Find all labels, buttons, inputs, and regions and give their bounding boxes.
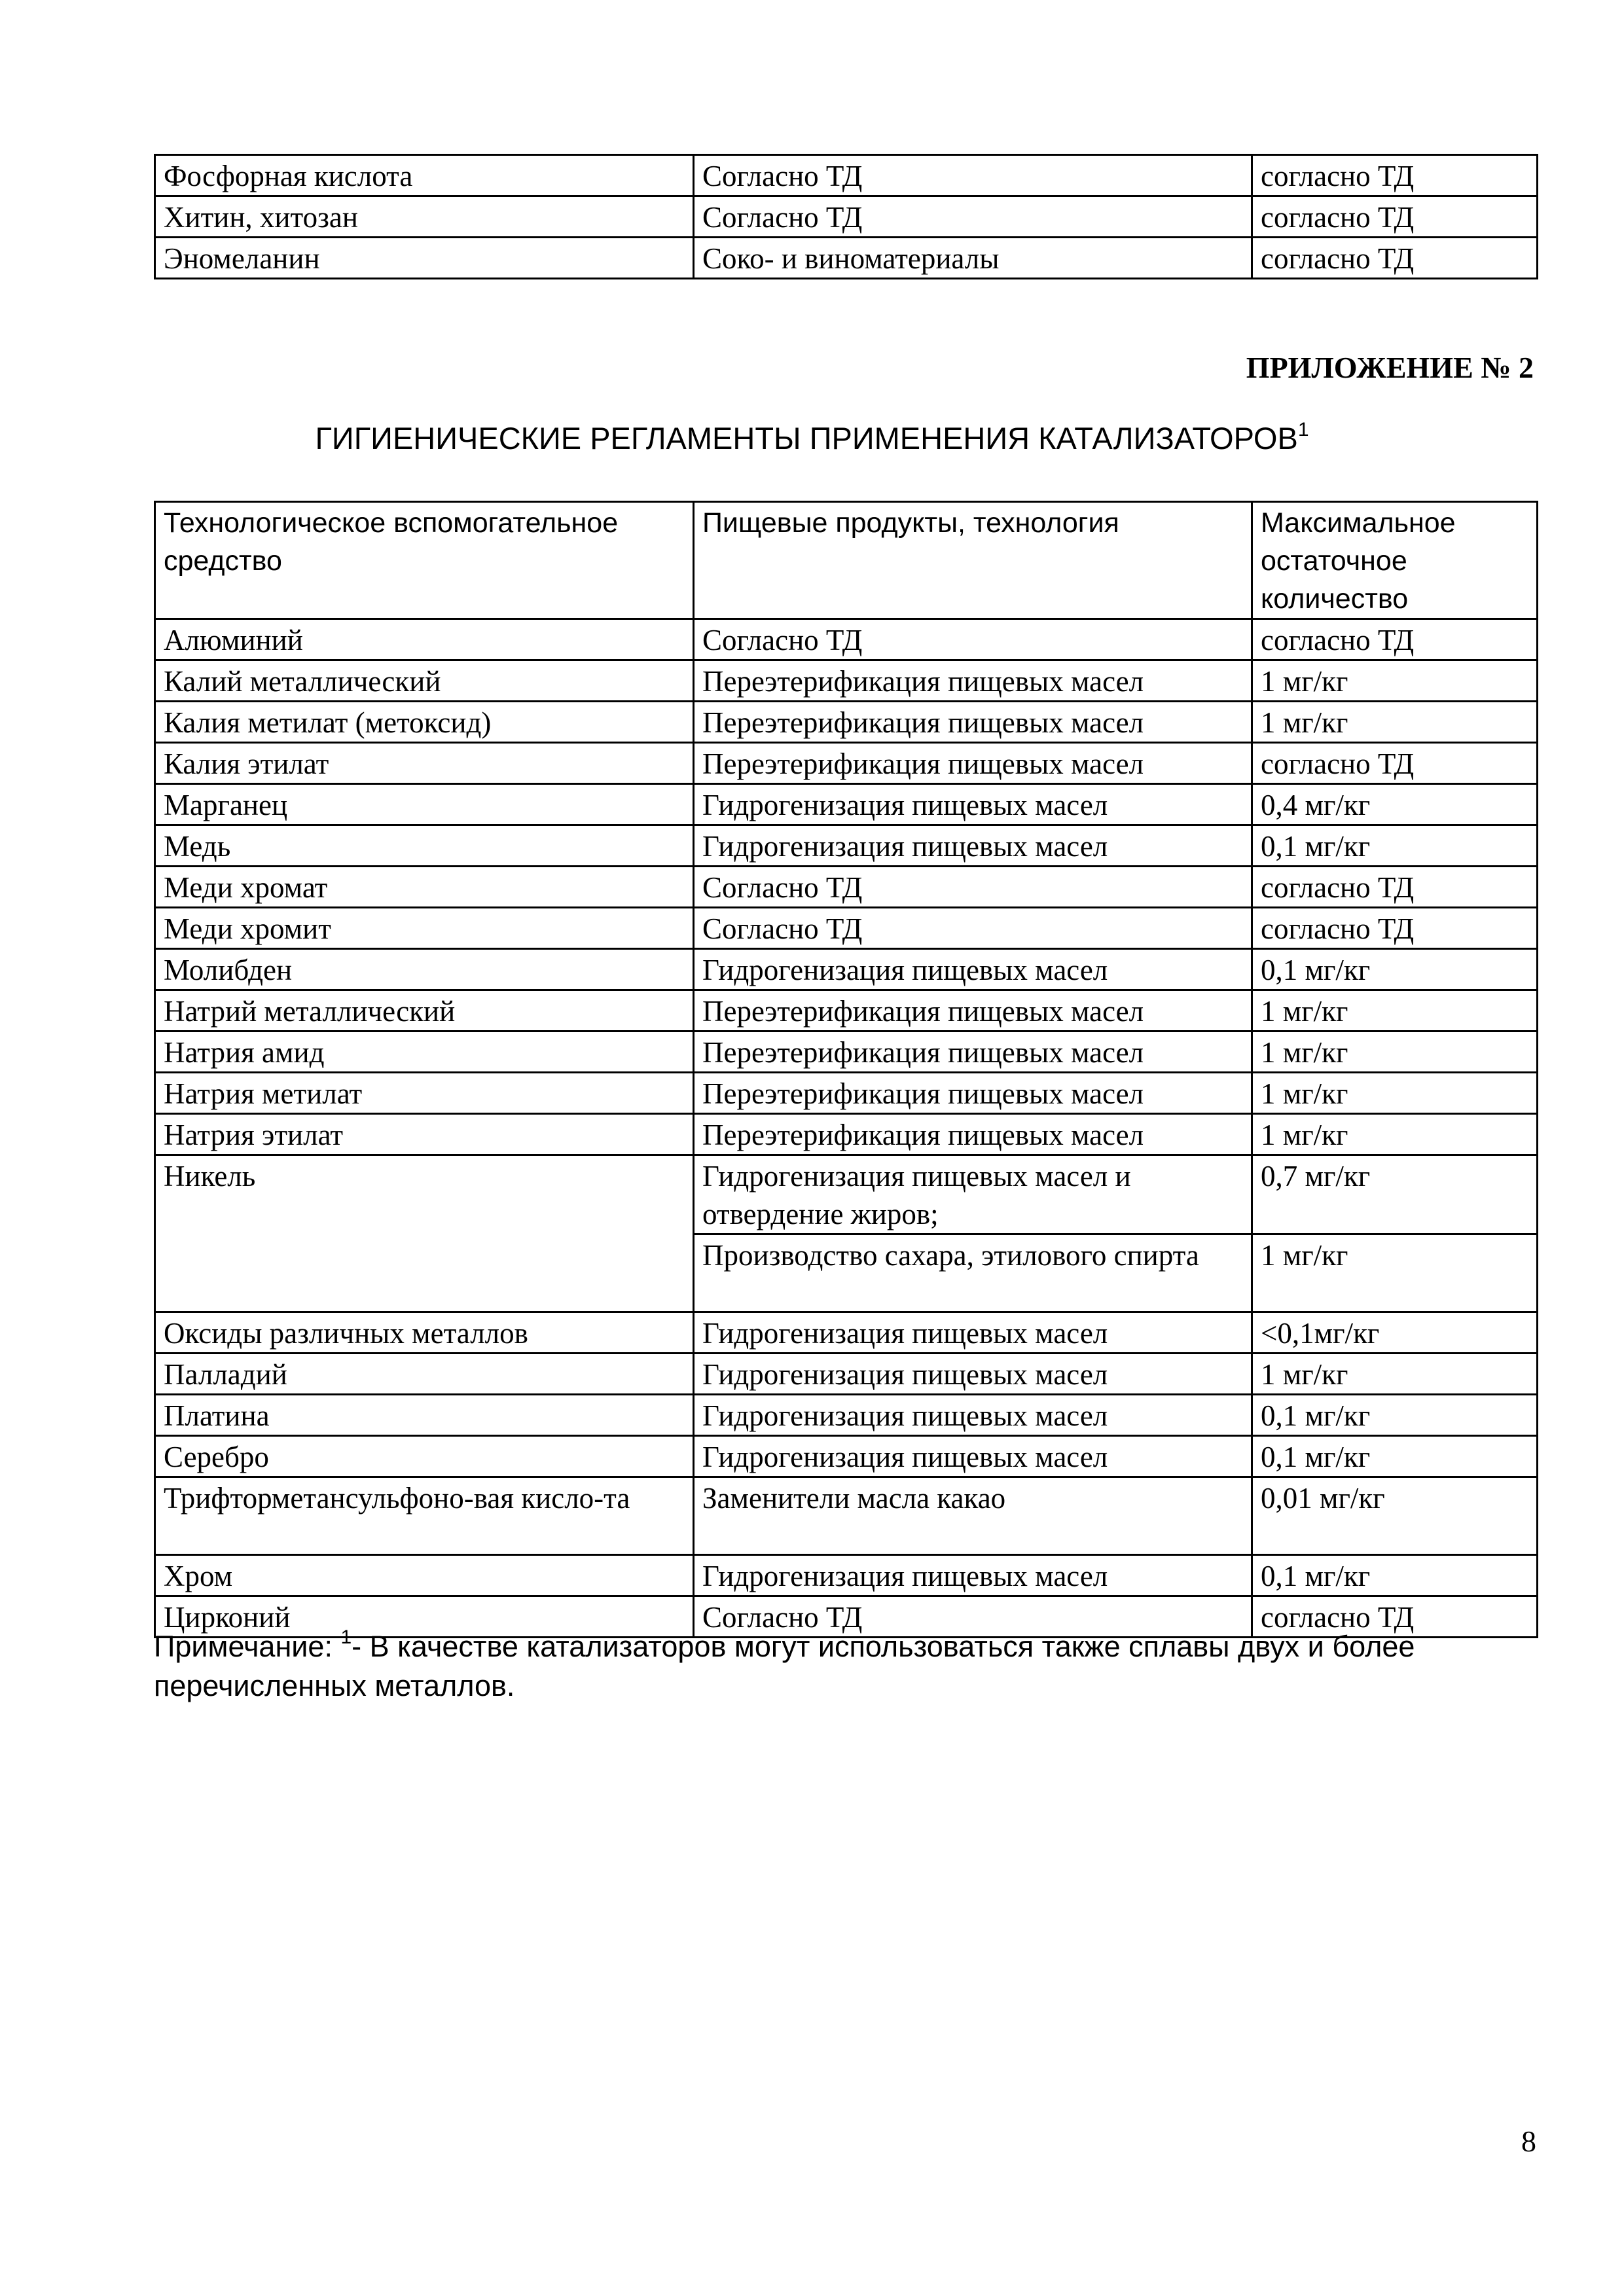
cell-amount: 1 мг/кг	[1252, 660, 1538, 702]
cell-amount: <0,1мг/кг	[1252, 1312, 1538, 1354]
table-row	[155, 867, 1538, 908]
header-cell-agent: Технологическое вспомогательное средство	[155, 502, 694, 619]
table-row	[155, 825, 1538, 867]
cell-agent: Хром	[155, 1555, 694, 1596]
cell-amount: согласно ТД	[1252, 1596, 1538, 1638]
cell-agent: Трифторметансульфоно-вая кисло-та	[155, 1477, 694, 1555]
cell-agent: Медь	[155, 825, 694, 867]
header-cell-max-amount: Максимальное остаточное количество	[1252, 502, 1538, 619]
table-row	[155, 784, 1538, 825]
table-row	[155, 1395, 1538, 1436]
cell-products: Гидрогенизация пищевых масел	[694, 1312, 1252, 1354]
footnote-text: - В качестве катализаторов могут использоваться также сплавы двух и более перечисленных металлов.	[154, 1630, 1415, 1702]
cell-products: Заменители масла какао	[694, 1477, 1252, 1555]
cell-agent: Калия этилат	[155, 743, 694, 784]
cell-amount: 1 мг/кг	[1252, 702, 1538, 743]
cell-amount: 1 мг/кг	[1252, 1031, 1538, 1073]
cell-products: Переэтерификация пищевых масел	[694, 990, 1252, 1031]
cell-amount: согласно ТД	[1252, 196, 1538, 238]
cell-agent: Калий металлический	[155, 660, 694, 702]
table-row	[155, 1114, 1538, 1155]
cell-amount: 0,4 мг/кг	[1252, 784, 1538, 825]
cell-agent: Калия метилат (метоксид)	[155, 702, 694, 743]
cell-agent: Натрия этилат	[155, 1114, 694, 1155]
cell-agent: Натрия амид	[155, 1031, 694, 1073]
cell-amount: 0,1 мг/кг	[1252, 825, 1538, 867]
cell-products: Переэтерификация пищевых масел	[694, 1114, 1252, 1155]
cell-agent: Палладий	[155, 1354, 694, 1395]
table-row	[155, 1155, 1538, 1234]
top-table	[154, 154, 1538, 279]
header-cell-products: Пищевые продукты, технология	[694, 502, 1252, 619]
cell-amount: 0,01 мг/кг	[1252, 1477, 1538, 1555]
cell-agent: Меди хромит	[155, 908, 694, 949]
table-row	[155, 1073, 1538, 1114]
table-row	[155, 743, 1538, 784]
cell-agent: Никель	[155, 1155, 694, 1312]
cell-agent: Молибден	[155, 949, 694, 990]
cell-amount: согласно ТД	[1252, 619, 1538, 660]
footnote-prefix: Примечание:	[154, 1630, 341, 1663]
cell-amount: согласно ТД	[1252, 155, 1538, 196]
cell-products: Соко- и виноматериалы	[694, 238, 1252, 279]
cell-products: Согласно ТД	[694, 867, 1252, 908]
appendix-label: ПРИЛОЖЕНИЕ № 2	[1246, 351, 1534, 384]
table-row	[155, 990, 1538, 1031]
cell-amount: 0,7 мг/кг	[1252, 1155, 1538, 1234]
cell-amount: согласно ТД	[1252, 867, 1538, 908]
cell-products: Переэтерификация пищевых масел	[694, 1031, 1252, 1073]
cell-products: Гидрогенизация пищевых масел	[694, 825, 1252, 867]
cell-amount: 0,1 мг/кг	[1252, 1436, 1538, 1477]
cell-agent: Оксиды различных металлов	[155, 1312, 694, 1354]
table-row	[155, 1555, 1538, 1596]
cell-agent: Натрий металлический	[155, 990, 694, 1031]
footnote	[154, 1627, 1536, 1706]
cell-amount: 0,1 мг/кг	[1252, 949, 1538, 990]
cell-products: Согласно ТД	[694, 155, 1252, 196]
cell-agent: Натрия метилат	[155, 1073, 694, 1114]
cell-products: Согласно ТД	[694, 196, 1252, 238]
cell-agent: Эномеланин	[155, 238, 694, 279]
cell-agent: Цирконий	[155, 1596, 694, 1638]
cell-agent: Платина	[155, 1395, 694, 1436]
cell-amount: 1 мг/кг	[1252, 1073, 1538, 1114]
cell-agent: Меди хромат	[155, 867, 694, 908]
cell-products: Переэтерификация пищевых масел	[694, 1073, 1252, 1114]
cell-agent: Алюминий	[155, 619, 694, 660]
cell-amount: согласно ТД	[1252, 908, 1538, 949]
cell-amount: согласно ТД	[1252, 238, 1538, 279]
table-row	[155, 908, 1538, 949]
document-title	[0, 420, 1624, 456]
cell-agent: Хитин, хитозан	[155, 196, 694, 238]
cell-products: Согласно ТД	[694, 1596, 1252, 1638]
cell-products: Гидрогенизация пищевых масел	[694, 1555, 1252, 1596]
table-row	[155, 702, 1538, 743]
cell-products: Гидрогенизация пищевых масел	[694, 1395, 1252, 1436]
cell-products: Согласно ТД	[694, 619, 1252, 660]
page-number: 8	[1521, 2125, 1536, 2158]
cell-amount: 1 мг/кг	[1252, 990, 1538, 1031]
table-row	[155, 1031, 1538, 1073]
cell-amount: согласно ТД	[1252, 743, 1538, 784]
table-row	[155, 1436, 1538, 1477]
catalysts-table	[154, 501, 1538, 1638]
table-row	[155, 196, 1538, 238]
cell-products: Согласно ТД	[694, 908, 1252, 949]
cell-products: Гидрогенизация пищевых масел	[694, 784, 1252, 825]
cell-agent: Марганец	[155, 784, 694, 825]
cell-amount: 1 мг/кг	[1252, 1354, 1538, 1395]
table-row	[155, 238, 1538, 279]
table-row	[155, 949, 1538, 990]
cell-products: Производство сахара, этилового спирта	[694, 1234, 1252, 1312]
table-row	[155, 619, 1538, 660]
footnote-mark: 1	[340, 1626, 352, 1648]
cell-products: Переэтерификация пищевых масел	[694, 660, 1252, 702]
cell-products: Переэтерификация пищевых масел	[694, 702, 1252, 743]
cell-agent: Серебро	[155, 1436, 694, 1477]
cell-amount: 1 мг/кг	[1252, 1234, 1538, 1312]
cell-products: Гидрогенизация пищевых масел	[694, 1354, 1252, 1395]
cell-amount: 0,1 мг/кг	[1252, 1555, 1538, 1596]
cell-amount: 1 мг/кг	[1252, 1114, 1538, 1155]
table-row	[155, 1477, 1538, 1555]
table-header-row	[155, 502, 1538, 619]
cell-agent: Фосфорная кислота	[155, 155, 694, 196]
cell-amount: 0,1 мг/кг	[1252, 1395, 1538, 1436]
table-row	[155, 1354, 1538, 1395]
table-row	[155, 1312, 1538, 1354]
cell-products: Переэтерификация пищевых масел	[694, 743, 1252, 784]
cell-products: Гидрогенизация пищевых масел	[694, 949, 1252, 990]
table-row	[155, 660, 1538, 702]
title-footnote-mark: 1	[1297, 419, 1309, 440]
cell-products: Гидрогенизация пищевых масел	[694, 1436, 1252, 1477]
cell-products: Гидрогенизация пищевых масел и отвердение жиров;	[694, 1155, 1252, 1234]
table-row	[155, 155, 1538, 196]
title-text: ГИГИЕНИЧЕСКИЕ РЕГЛАМЕНТЫ ПРИМЕНЕНИЯ КАТАЛИЗАТОРОВ	[315, 421, 1298, 456]
